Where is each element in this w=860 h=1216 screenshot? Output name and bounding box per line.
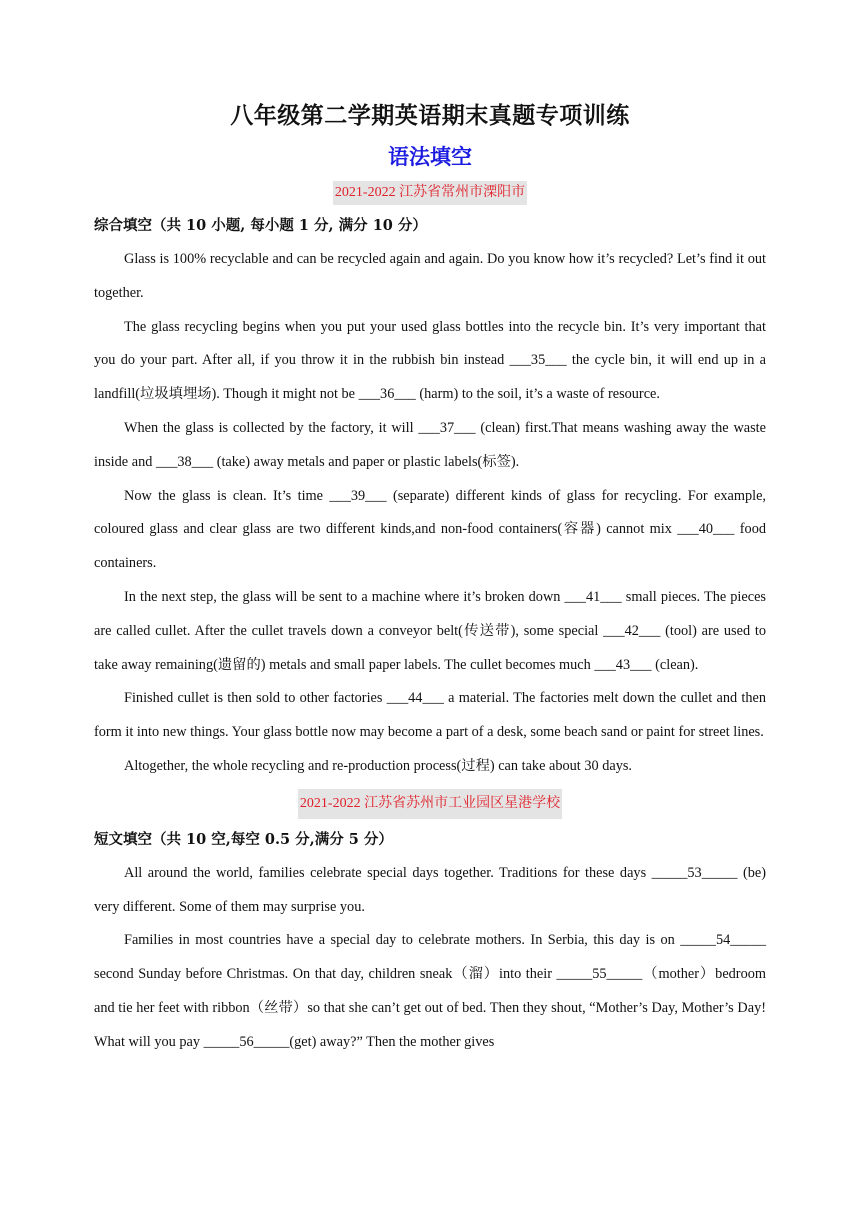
section-1-source: 2021-2022 江苏省常州市溧阳市: [333, 181, 527, 205]
section-2-heading: 短文填空（共 10 空,每空 0.5 分,满分 5 分）: [94, 830, 393, 848]
section-1-paragraph: Glass is 100% recyclable and can be recycled again and again. Do you know how it’s recycled? Let’s find it out together.: [94, 251, 766, 301]
section-1-paragraph: Now the glass is clean. It’s time ___39___ (separate) different kinds of glass for recycling. For example, coloured glass and clear glass are two different kinds,and non-food containers(容器) cannot mix ___40___ food containers.: [94, 487, 766, 572]
section-1-heading: 综合填空（共 10 小题, 每小题 1 分, 满分 10 分）: [94, 217, 427, 234]
section-1-paragraph: Finished cullet is then sold to other factories ___44___ a material. The factories melt down the cullet and then form it into new things. Your glass bottle now may become a part of a desk, some beach sand or paint for street lines.: [94, 690, 766, 741]
section-2-paragraph: Families in most countries have a special day to celebrate mothers. In Serbia, this day is on _____54_____ second Sunday before Christmas. On that day, children sneak（溜）into their _____55_____（mother）bedroom and tie her feet with ribbon（丝带）so that she can’t get out of bed. Then they shout, “Mother’s Day, Mother’s Day! What will you pay _____56_____(get) away?” Then the mother gives: [94, 932, 766, 1050]
section-1-paragraph: In the next step, the glass will be sent to a machine where it’s broken down ___41___ small pieces. The pieces are called cullet. After the cullet travels down a conveyor belt(传送带), some special ___42___ (tool) are used to take away remaining(遗留的) metals and small paper labels. The cullet becomes much ___43___ (clean).: [94, 588, 766, 673]
section-1-source-wrap: [94, 180, 766, 205]
page-title: 八年级第二学期英语期末真题专项训练: [230, 103, 630, 129]
section-1-paragraph: The glass recycling begins when you put your used glass bottles into the recycle bin. It’s very important that you do your part. After all, if you throw it in the rubbish bin instead ___35___ the cycle bin, it will end up in a landfill(垃圾填埋场). Though it might not be ___36___ (harm) to the soil, it’s a waste of resource.: [94, 318, 766, 403]
section-2-source-wrap: [94, 788, 766, 819]
document-page: [94, 98, 766, 1060]
section-1-paragraph: When the glass is collected by the factory, it will ___37___ (clean) first.That means washing away the waste inside and ___38___ (take) away metals and paper or plastic labels(标签).: [94, 419, 766, 470]
section-1-paragraph: Altogether, the whole recycling and re-production process(过程) can take about 30 days.: [124, 757, 632, 774]
section-2-paragraph: All around the world, families celebrate special days together. Traditions for these days _____53_____ (be) very different. Some of them may surprise you.: [94, 864, 766, 915]
page-subtitle: 语法填空: [388, 145, 472, 169]
section-2-source: 2021-2022 江苏省苏州市工业园区星港学校: [298, 789, 562, 819]
